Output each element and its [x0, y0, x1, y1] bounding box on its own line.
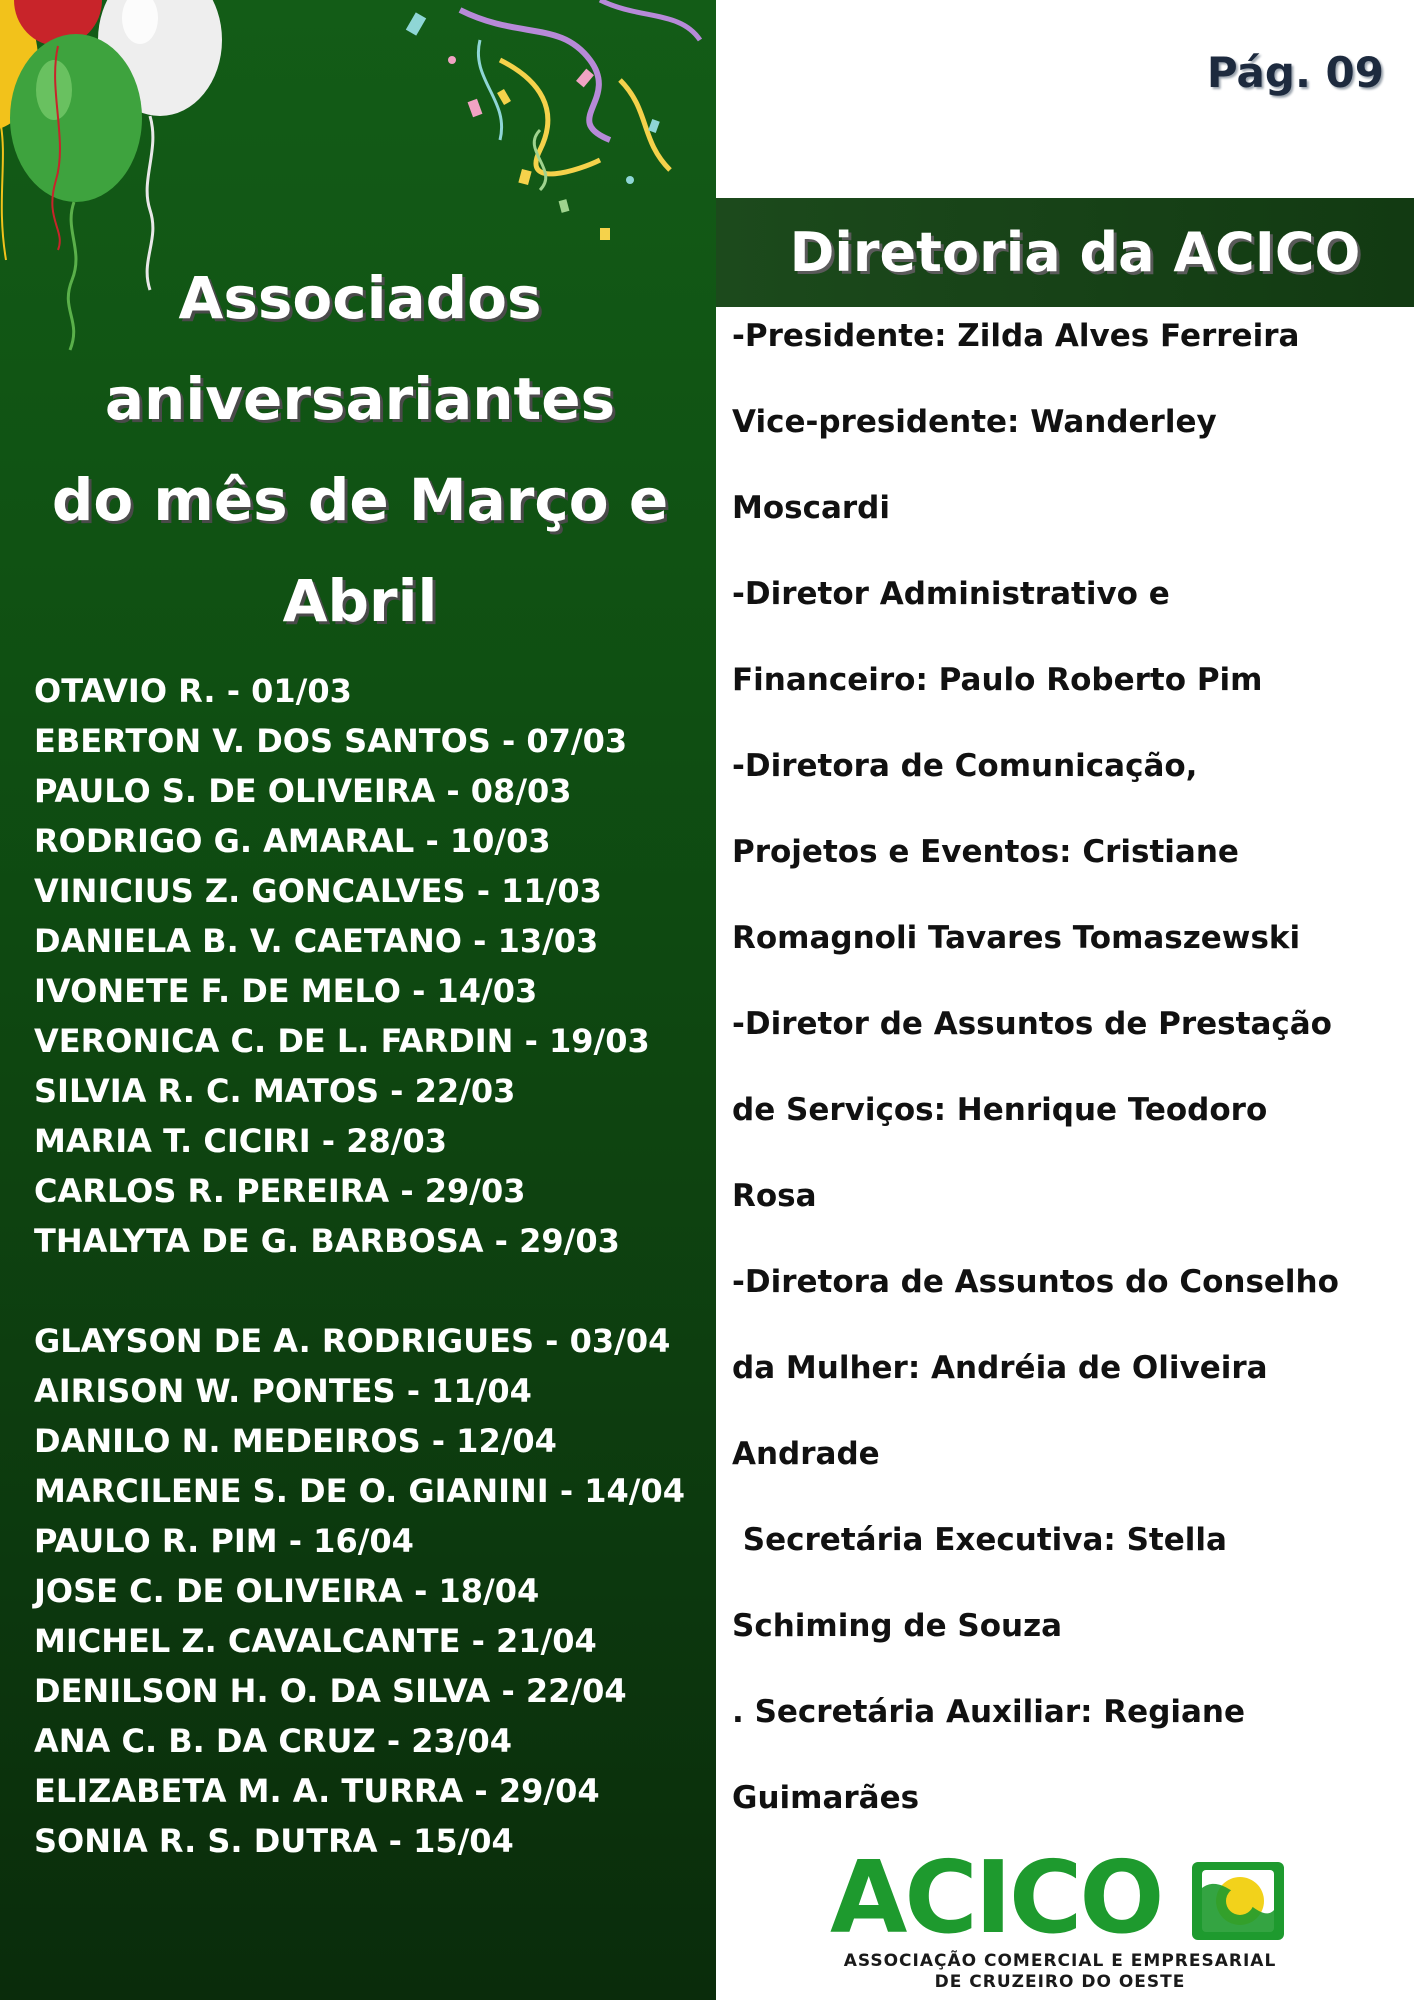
list-item: MARCILENE S. DE O. GIANINI - 14/04	[34, 1472, 685, 1510]
logo-wordmark: ACICO	[830, 1839, 1162, 1956]
list-item: EBERTON V. DOS SANTOS - 07/03	[34, 722, 628, 760]
logo-subtitle-line: DE CRUZEIRO DO OESTE	[934, 1972, 1186, 1992]
logo-subtitle-line: ASSOCIAÇÃO COMERCIAL E EMPRESARIAL	[843, 1951, 1277, 1971]
list-item: DANILO N. MEDEIROS - 12/04	[34, 1422, 557, 1460]
list-item: MARIA T. CICIRI - 28/03	[34, 1122, 447, 1160]
board-line: -Diretor Administrativo e	[732, 576, 1170, 612]
board-line: Rosa	[732, 1178, 817, 1214]
list-item: PAULO S. DE OLIVEIRA - 08/03	[34, 772, 572, 810]
board-line: Projetos e Eventos: Cristiane	[732, 834, 1239, 870]
board-line: -Presidente: Zilda Alves Ferreira	[732, 318, 1300, 354]
list-item: OTAVIO R. - 01/03	[34, 672, 352, 710]
board-line: Andrade	[732, 1436, 880, 1472]
list-item: PAULO R. PIM - 16/04	[34, 1522, 414, 1560]
list-item: MICHEL Z. CAVALCANTE - 21/04	[34, 1622, 597, 1660]
board-banner	[716, 198, 1414, 307]
list-item: SONIA R. S. DUTRA - 15/04	[34, 1822, 514, 1860]
page-number: Pág. 09	[1206, 48, 1384, 97]
list-item: AIRISON W. PONTES - 11/04	[34, 1372, 532, 1410]
list-item: JOSE C. DE OLIVEIRA - 18/04	[34, 1572, 540, 1610]
board-line: -Diretor de Assuntos de Prestação	[732, 1006, 1332, 1042]
logo-subtitle	[830, 1951, 1290, 1993]
board-line: da Mulher: Andréia de Oliveira	[732, 1350, 1268, 1386]
board-title: Diretoria da ACICO	[789, 221, 1361, 284]
logo-emblem-icon	[1188, 1858, 1288, 1944]
board-list	[732, 302, 1402, 1850]
board-line: Guimarães	[732, 1780, 920, 1816]
list-item: ELIZABETA M. A. TURRA - 29/04	[34, 1772, 600, 1810]
list-item: DANIELA B. V. CAETANO - 13/03	[34, 922, 599, 960]
list-item: VERONICA C. DE L. FARDIN - 19/03	[34, 1022, 650, 1060]
list-item: DENILSON H. O. DA SILVA - 22/04	[34, 1672, 627, 1710]
birthday-title	[40, 248, 680, 652]
board-line: Schiming de Souza	[732, 1608, 1063, 1644]
list-item: VINICIUS Z. GONCALVES - 11/03	[34, 872, 602, 910]
title-line: aniversariantes	[104, 365, 616, 433]
title-line: do mês de Março e	[51, 466, 669, 534]
green-balloon-icon	[10, 34, 142, 202]
list-item: SILVIA R. C. MATOS - 22/03	[34, 1072, 516, 1110]
list-item: CARLOS R. PEREIRA - 29/03	[34, 1172, 526, 1210]
list-item: GLAYSON DE A. RODRIGUES - 03/04	[34, 1322, 671, 1360]
board-line: -Diretora de Comunicação,	[732, 748, 1198, 784]
list-item: RODRIGO G. AMARAL - 10/03	[34, 822, 551, 860]
board-line: Financeiro: Paulo Roberto Pim	[732, 662, 1263, 698]
title-line: Abril	[282, 567, 438, 635]
board-line: . Secretária Auxiliar: Regiane	[732, 1694, 1246, 1730]
board-line: Romagnoli Tavares Tomaszewski	[732, 920, 1301, 956]
board-line: Moscardi	[732, 490, 890, 526]
april-birthday-list	[34, 1316, 704, 1866]
list-item: THALYTA DE G. BARBOSA - 29/03	[34, 1222, 620, 1260]
title-line: Associados	[178, 264, 542, 332]
board-line: -Diretora de Assuntos do Conselho	[732, 1264, 1339, 1300]
list-item: ANA C. B. DA CRUZ - 23/04	[34, 1722, 513, 1760]
acico-logo	[830, 1839, 1290, 1992]
board-line: Vice-presidente: Wanderley	[732, 404, 1217, 440]
board-line: de Serviços: Henrique Teodoro	[732, 1092, 1268, 1128]
list-item: IVONETE F. DE MELO - 14/03	[34, 972, 538, 1010]
march-birthday-list	[34, 666, 704, 1266]
board-line: Secretária Executiva: Stella	[732, 1522, 1227, 1558]
